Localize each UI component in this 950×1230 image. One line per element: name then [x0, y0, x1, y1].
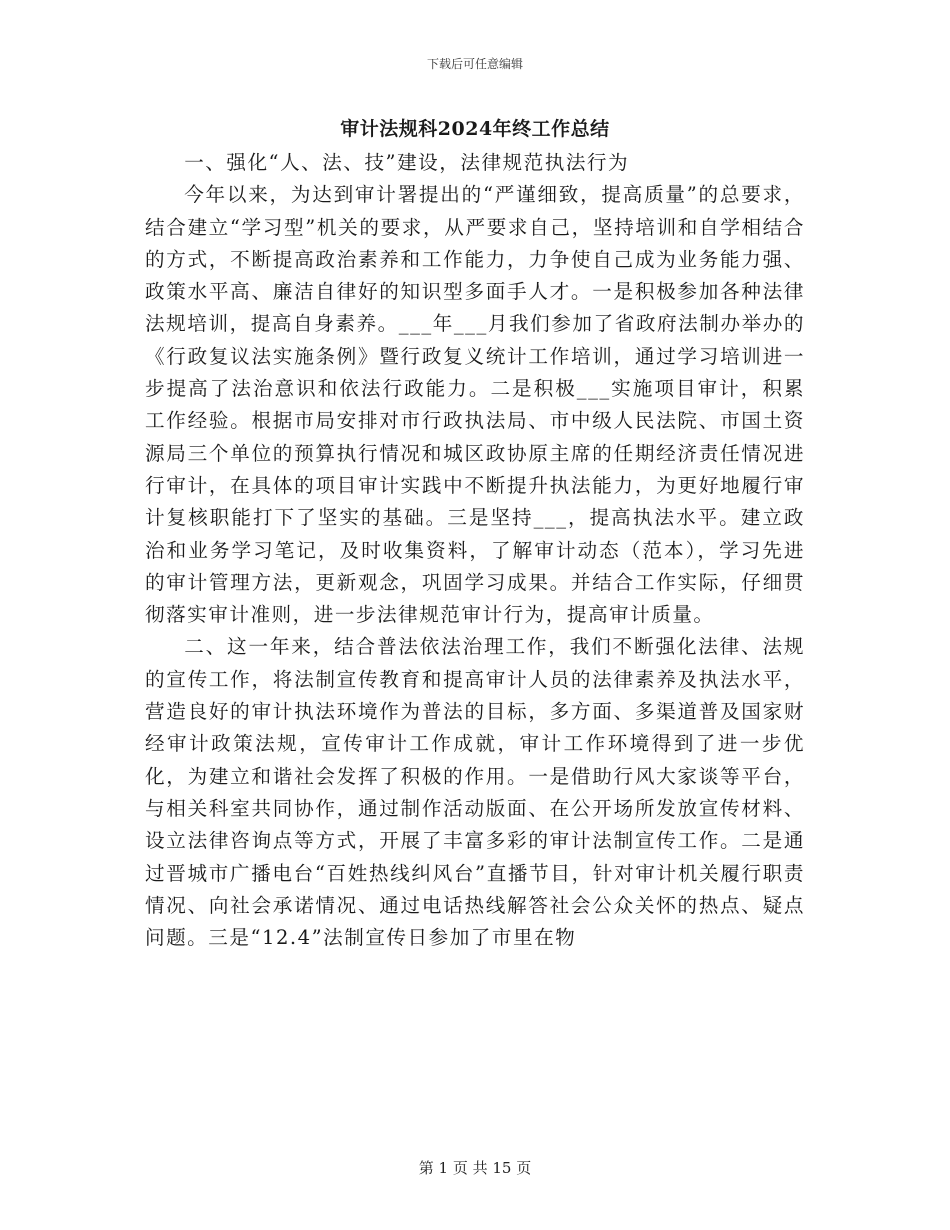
header-note: 下载后可任意编辑 [426, 57, 523, 71]
paragraph: 今年以来，为达到审计署提出的“严谨细致，提高质量”的总要求，结合建立“学习型”机关的要求，从严要求自己，坚持培训和自学相结合的方式，不断提高政治素养和工作能力，力争使自己成为业务能力强、政策水平高、廉洁自律好的知识型多面手人才。一是积极参加各种法律法规培训，提高自身素养。___年___月我们参加了省政府法制办举办的《行政复议法实施条例》暨行政复义统计工作培训，通过学习培训进一步提高了法治意识和依法行政能力。二是积极___实施项目审计，积累工作经验。根据市局安排对市行政执法局、市中级人民法院、市国土资源局三个单位的预算执行情况和城区政协原主席的任期经济责任情况进行审计，在具体的项目审计实践中不断提升执法能力，为更好地履行审计复核职能打下了坚实的基础。三是坚持___，提高执法水平。建立政治和业务学习笔记，及时收集资料，了解审计动态（范本），学习先进的审计管理方法，更新观念，巩固学习成果。并结合工作实际，仔细贯彻落实审计准则，进一步法律规范审计行为，提高审计质量。 [145, 183, 805, 627]
document-body [145, 147, 805, 954]
paragraph: 二、这一年来，结合普法依法治理工作，我们不断强化法律、法规的宣传工作，将法制宣传教育和提高审计人员的法律素养及执法水平，营造良好的审计执法环境作为普法的目标，多方面、多渠道普及国家财经审计政策法规，宣传审计工作成就，审计工作环境得到了进一步优化，为建立和谐社会发挥了积极的作用。一是借助行风大家谈等平台，与相关科室共同协作，通过制作活动版面、在公开场所发放宣传材料、设立法律咨询点等方式，开展了丰富多彩的审计法制宣传工作。二是通过晋城市广播电台“百姓热线纠风台”直播节目，针对审计机关履行职责情况、向社会承诺情况、通过电话热线解答社会公众关怀的热点、疑点问题。三是“12.4”法制宣传日参加了市里在物 [145, 635, 805, 950]
section-heading: 一、强化“人、法、技”建设，法律规范执法行为 [184, 151, 630, 174]
page-indicator: 第 1 页 共 15 页 [418, 1159, 532, 1177]
document-title: 审计法规科2024年终工作总结 [340, 118, 610, 140]
